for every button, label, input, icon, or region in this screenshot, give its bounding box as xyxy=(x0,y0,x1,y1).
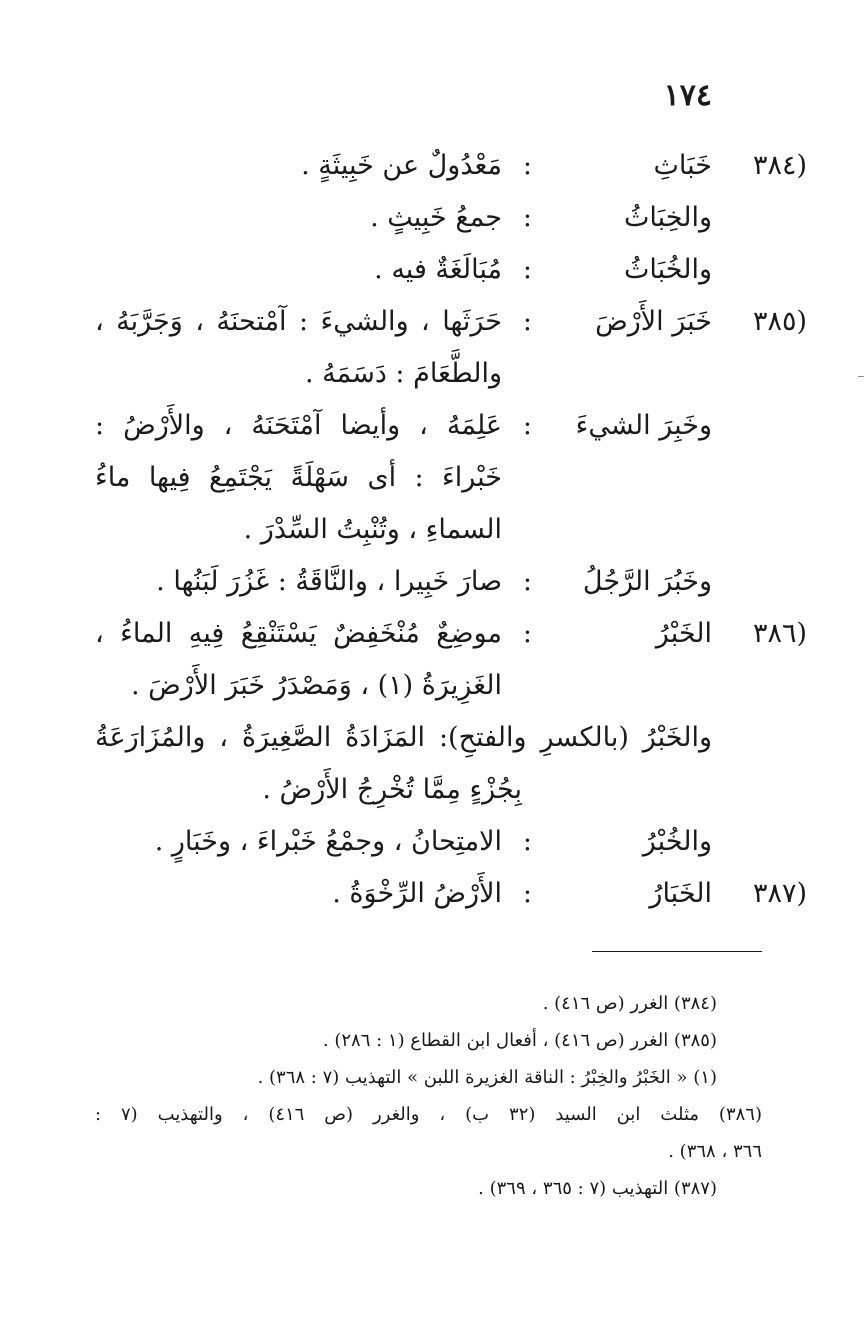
entry-definition: جمعُ خَبِيثٍ . xyxy=(370,202,502,233)
entry-headword: الخَبْرُ xyxy=(655,618,712,649)
entry-definition: مَعْدُولٌ عن خَبِيثَةٍ . xyxy=(301,150,502,181)
entry-definition: والطَّعَامَ : دَسَمَهُ . xyxy=(304,358,502,389)
entry-colon: : xyxy=(522,306,532,337)
entry-line xyxy=(95,504,757,556)
entry-definition: صارَ خَبِيرا ، والنَّاقَةُ : غَزُرَ لَبَنُها . xyxy=(156,566,502,597)
footnote-text: (٣٨٧) التهذيب (٧ : ٣٦٥ ، ٣٦٩) . xyxy=(478,1178,717,1199)
entry-number: (٣٨٤ xyxy=(752,150,807,181)
entry-line xyxy=(95,556,757,608)
entry-headword: خَبَاثِ xyxy=(653,150,712,181)
entry-line xyxy=(95,868,807,920)
footnote-text: (٣٨٤) الغرر (ص ٤١٦) . xyxy=(542,993,717,1014)
entry-line xyxy=(95,296,807,348)
page-number: ١٧٤ xyxy=(663,78,712,113)
entry-definition: الأَرْضُ الرِّخْوَةُ . xyxy=(332,878,502,909)
entry-colon: : xyxy=(522,202,532,233)
dictionary-entries xyxy=(95,140,807,920)
footnote-text: (٣٨٦) مثلث ابن السيد (٣٢ ب) ، والغرر (ص ٤١٦) ، والتهذيب (٧ : xyxy=(95,1104,762,1125)
footnotes xyxy=(95,985,762,1207)
entry-colon: : xyxy=(522,254,532,285)
entry-line xyxy=(95,660,757,712)
entry-headword: الخَبَارُ xyxy=(649,878,712,909)
entry-definition: موضِعٌ مُنْخَفِضٌ يَسْتَنْقِعُ فِيهِ الماءُ ، xyxy=(95,618,502,649)
entry-colon: : xyxy=(522,410,532,441)
entry-colon: : xyxy=(522,878,532,909)
entry-colon: : xyxy=(522,826,532,857)
entry-line xyxy=(95,140,807,192)
entry-definition: بِجُزْءٍ مِمَّا تُخْرِجُ الأَرْضُ . xyxy=(262,774,522,805)
footnote xyxy=(95,1170,717,1207)
entry-line xyxy=(95,244,757,296)
entry-line xyxy=(95,764,757,816)
entry-headword: وخَبِرَ الشيءَ xyxy=(575,410,712,441)
footnote-text: (١) « الخَبْرُ والخِبْرُ : الناقة الغزيرة اللبن » التهذيب (٧ : ٣٦٨) . xyxy=(257,1067,717,1088)
entry-number: (٣٨٥ xyxy=(752,306,807,337)
footnote-text: ٣٦٦ ، ٣٦٨) . xyxy=(668,1141,762,1162)
entry-line xyxy=(95,452,757,504)
entry-number: (٣٨٦ xyxy=(752,618,807,649)
entry-line xyxy=(95,712,757,764)
entry-headword: والخُبْرُ xyxy=(642,826,712,857)
entry-definition: حَرَثَها ، والشيءَ : آمْتحنَهُ ، وَجَرَّبَهُ ، xyxy=(95,306,502,337)
entry-colon: : xyxy=(522,566,532,597)
entry-headword: والخَبْرُ (بالكسرِ والفتحِ): المَزَادَةُ الصَّغِيرَةُ ، والمُزَارَعَةُ xyxy=(95,722,712,753)
entry-line xyxy=(95,348,757,400)
entry-line xyxy=(95,400,757,452)
entry-headword: وخَبُرَ الرَّجُلُ xyxy=(582,566,712,597)
entry-definition: مُبَالَغَةٌ فيه . xyxy=(374,254,502,285)
entry-headword: والخُبَاثُ xyxy=(624,254,712,285)
entry-definition: عَلِمَهُ ، وأيضا آمْتَحَنَهُ ، والأَرْضُ : xyxy=(95,410,502,441)
footnote xyxy=(95,1133,762,1170)
entry-headword: والخِبَاثُ xyxy=(624,202,712,233)
entry-line xyxy=(95,192,757,244)
entry-number: (٣٨٧ xyxy=(752,878,807,909)
entry-colon: : xyxy=(522,618,532,649)
entry-definition: الامتِحانُ ، وجمْعُ خَبْراءَ ، وخَبَارٍ . xyxy=(154,826,502,857)
scan-artifact xyxy=(858,376,864,377)
entry-line xyxy=(95,816,757,868)
footnote xyxy=(95,1059,717,1096)
entry-headword: خَبَرَ الأَرْضَ xyxy=(595,306,712,337)
footnote xyxy=(95,985,717,1022)
entry-line xyxy=(95,608,807,660)
footnote xyxy=(95,1022,717,1059)
entry-colon: : xyxy=(522,150,532,181)
footnote-separator xyxy=(592,951,762,952)
footnote-text: (٣٨٥) الغرر (ص ٤١٦) ، أفعال ابن القطاع (١ : ٢٨٦) . xyxy=(322,1030,717,1051)
entry-definition: خَبْراءَ : أى سَهْلَةً يَجْتَمِعُ فِيها ماءُ xyxy=(95,462,502,493)
footnote xyxy=(95,1096,762,1133)
entry-definition: الغَزِيرَةُ (١) ، وَمَصْدَرُ خَبَرَ الأَرْضَ . xyxy=(130,670,502,701)
entry-definition: السماءِ ، وتُنْبِتُ السِّدْرَ . xyxy=(243,514,502,545)
